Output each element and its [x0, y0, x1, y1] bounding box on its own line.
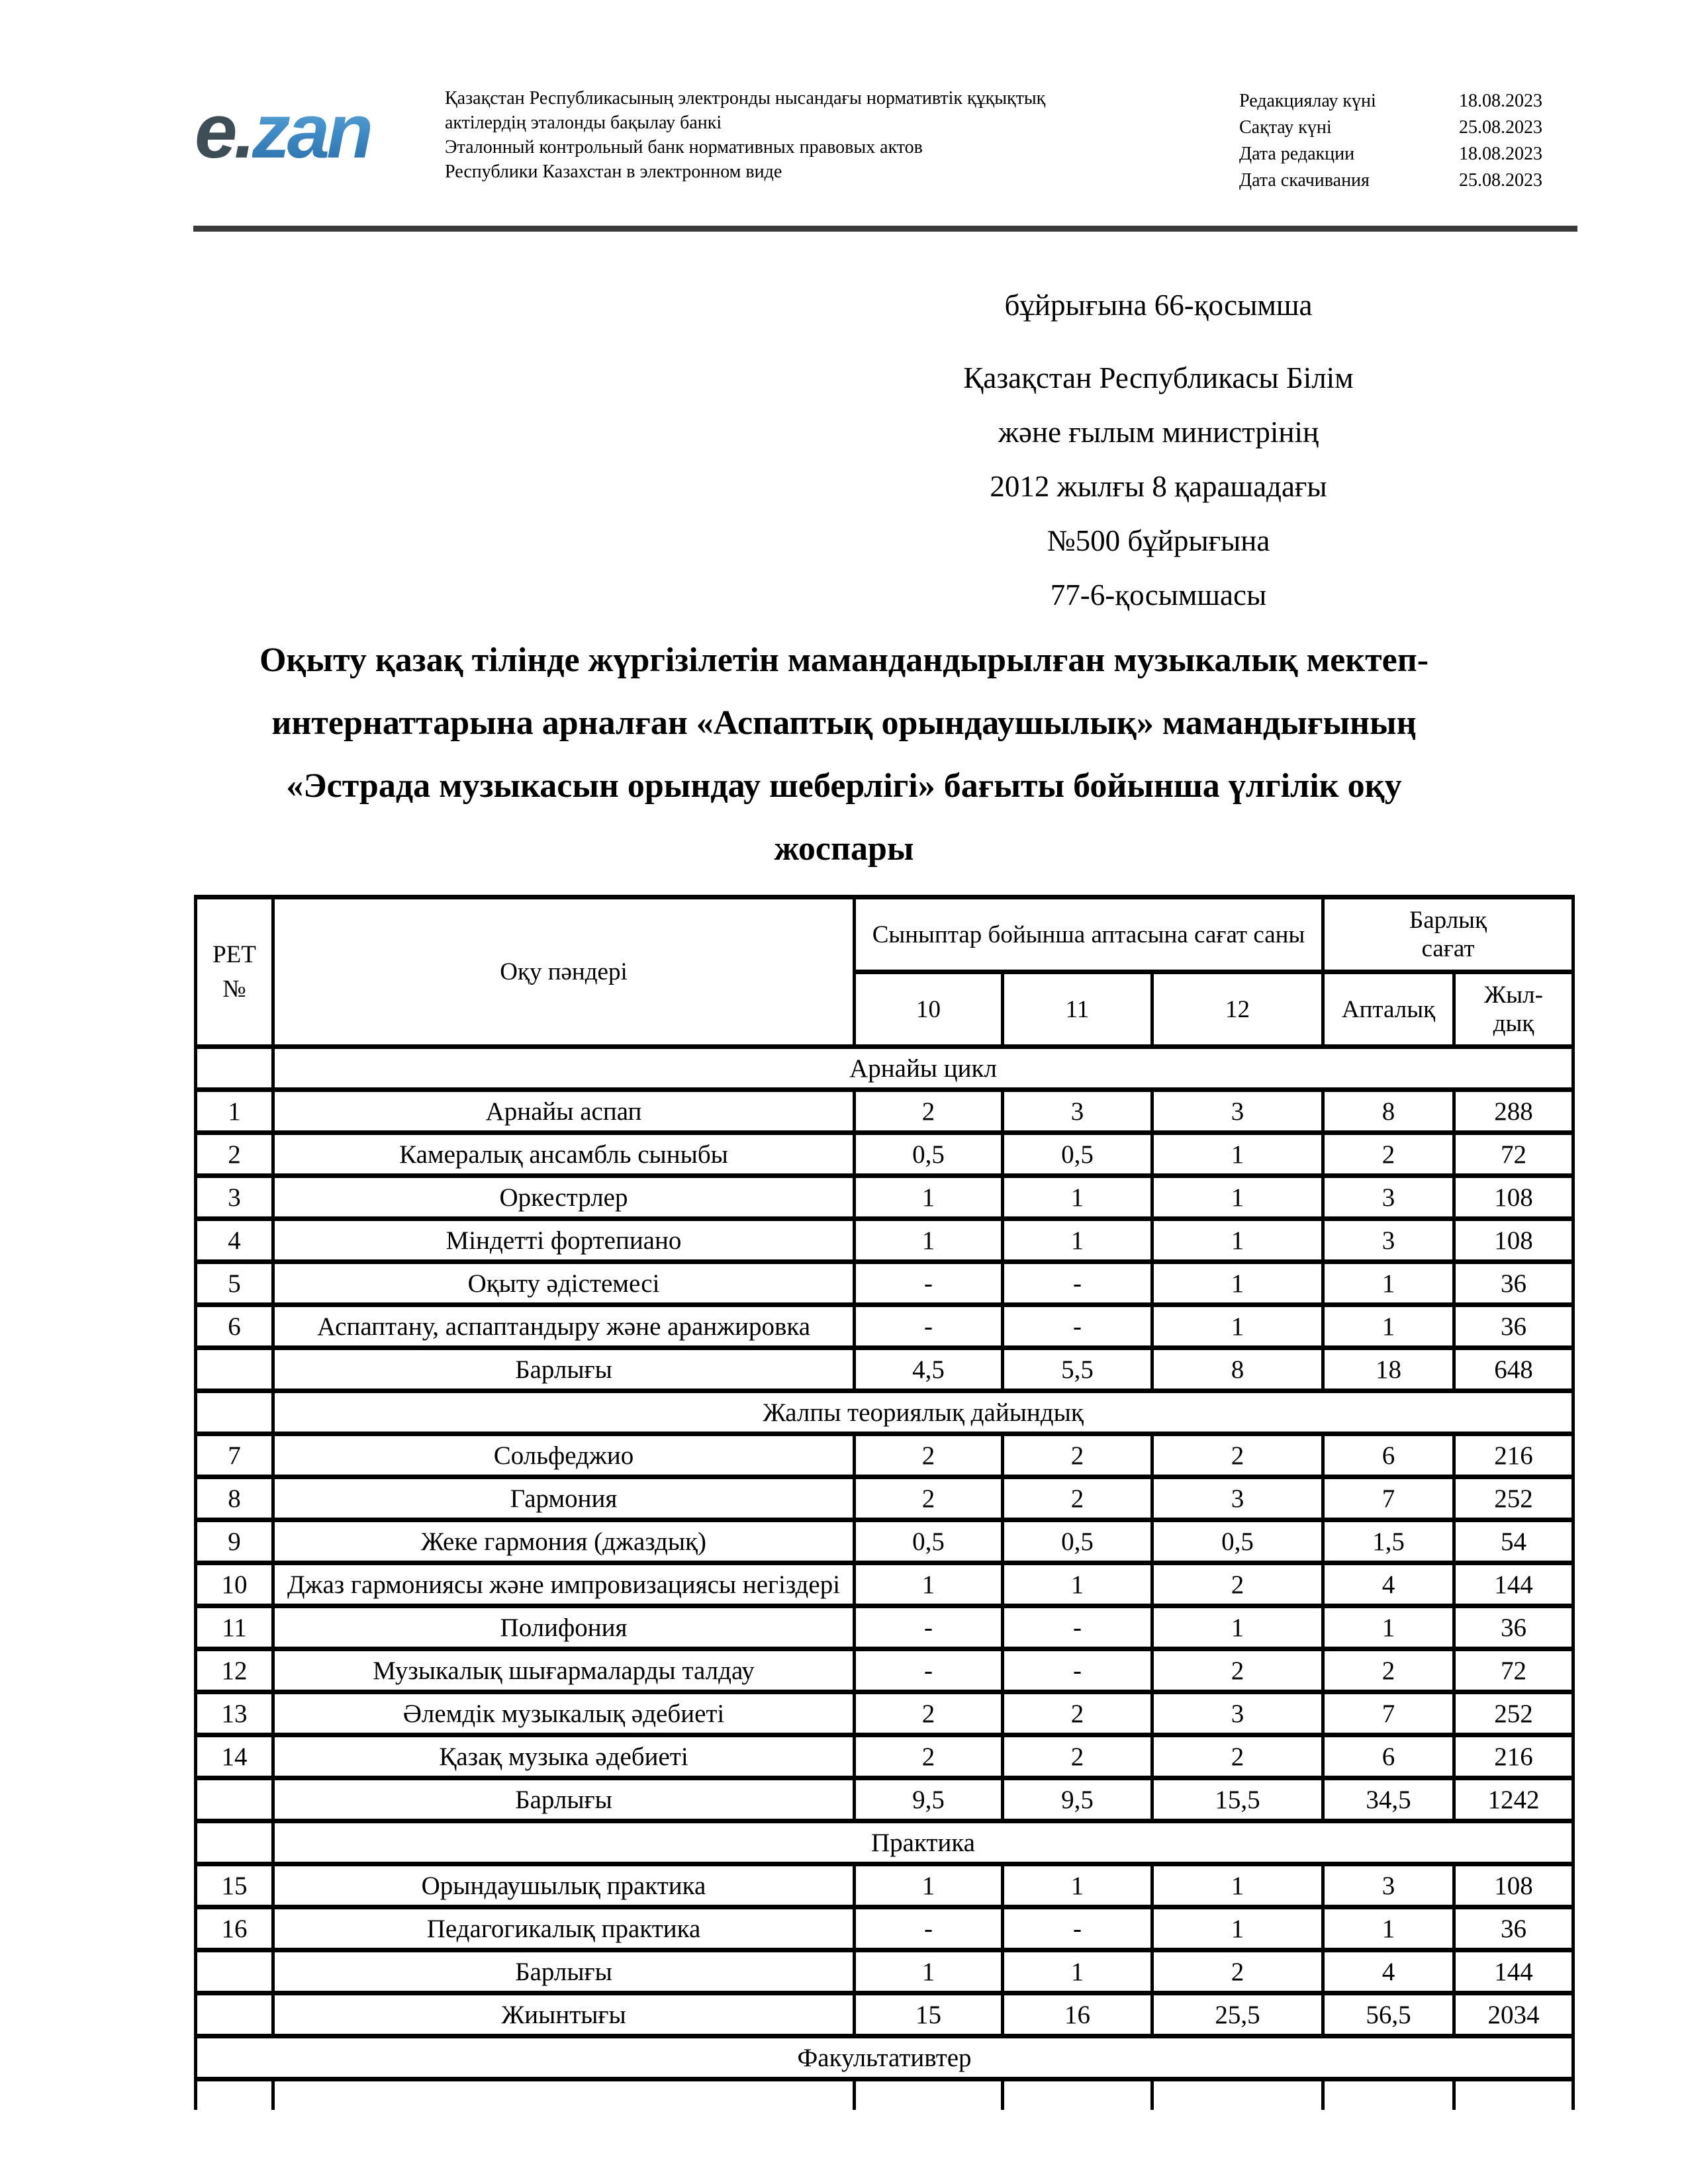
appendix-line: Қазақстан Республикасы Білім — [963, 361, 1354, 394]
col-grade11-cell: - — [1003, 1305, 1152, 1348]
col-grade10-cell: - — [855, 1305, 1003, 1348]
bank-description-line: актілердің эталонды бақылау банкі — [445, 113, 722, 133]
col-weekly-cell: 2 — [1323, 1649, 1454, 1692]
col-grade12-cell: 1 — [1152, 1219, 1323, 1262]
col-ret-cell — [196, 1778, 273, 1821]
col-grade12-cell: 2 — [1152, 1735, 1323, 1778]
document-title-line: жоспары — [774, 830, 914, 868]
header-total-line: сағат — [1421, 935, 1475, 962]
col-yearly-cell: 36 — [1454, 1606, 1573, 1649]
col-grade10-cell — [855, 2079, 1003, 2110]
header-subjects-cell: Оқу пәндері — [273, 897, 855, 1047]
col-grade11-cell: 1 — [1003, 1563, 1152, 1606]
col-yearly-cell: 216 — [1454, 1735, 1573, 1778]
col-ret-cell — [196, 1348, 273, 1391]
col-grade11-cell: 0,5 — [1003, 1133, 1152, 1176]
col-grade11-cell: 1 — [1003, 1950, 1152, 1993]
col-ret-cell: 2 — [196, 1133, 273, 1176]
col-subject-cell: Полифония — [273, 1606, 855, 1649]
col-grade11-cell: - — [1003, 1907, 1152, 1950]
appendix-line: және ғылым министрінің — [998, 416, 1319, 449]
col-ret-cell: 5 — [196, 1262, 273, 1305]
col-grade10-cell: - — [855, 1649, 1003, 1692]
col-grade12-cell: 2 — [1152, 1950, 1323, 1993]
col-yearly-cell: 144 — [1454, 1563, 1573, 1606]
col-subject-cell: Орындаушылық практика — [273, 1864, 855, 1907]
col-grade10-cell: 2 — [855, 1090, 1003, 1133]
col-yearly-cell: 108 — [1454, 1864, 1573, 1907]
date-value: 25.08.2023 — [1459, 170, 1542, 191]
col-subject-cell: Арнайы аспап — [273, 1090, 855, 1133]
header-total-group-cell — [1323, 897, 1573, 972]
col-weekly-cell: 3 — [1323, 1864, 1454, 1907]
appendix-line: №500 бұйрығына — [1047, 524, 1270, 557]
col-grade11-cell: - — [1003, 1649, 1152, 1692]
col-grade11-cell: 1 — [1003, 1176, 1152, 1219]
section-row — [196, 1821, 1573, 1864]
table-row — [196, 1950, 1573, 1993]
date-label: Дата редакции — [1239, 144, 1355, 164]
col-weekly-cell: 56,5 — [1323, 1993, 1454, 2036]
col-grade12-cell: 3 — [1152, 1090, 1323, 1133]
col-grade10-cell: 4,5 — [855, 1348, 1003, 1391]
table-row — [196, 1993, 1573, 2036]
col-grade11-cell: 2 — [1003, 1434, 1152, 1477]
total-label-cell: Барлығы — [273, 1778, 855, 1821]
col-grade12-cell: 1 — [1152, 1133, 1323, 1176]
date-value: 18.08.2023 — [1459, 91, 1542, 111]
header-grade-12-cell: 12 — [1152, 972, 1323, 1047]
col-ret-cell — [196, 1950, 273, 1993]
col-grade10-cell: 9,5 — [855, 1778, 1003, 1821]
table-row — [196, 1434, 1573, 1477]
header-grade-10-cell: 10 — [855, 972, 1003, 1047]
col-grade12-cell: 2 — [1152, 1434, 1323, 1477]
header-grade-11-cell: 11 — [1003, 972, 1152, 1047]
col-grade11-cell: 0,5 — [1003, 1520, 1152, 1563]
total-label-cell: Барлығы — [273, 1950, 855, 1993]
col-yearly-cell: 252 — [1454, 1477, 1573, 1520]
col-subject-cell: Педагогикалық практика — [273, 1907, 855, 1950]
total-label-cell: Жиынтығы — [273, 1993, 855, 2036]
table-row — [196, 1735, 1573, 1778]
table-row — [196, 1477, 1573, 1520]
document-dates — [1239, 88, 1611, 194]
col-ret-cell: 9 — [196, 1520, 273, 1563]
document-title — [132, 629, 1556, 880]
col-ret-cell — [196, 1047, 273, 1090]
col-grade11-cell: 2 — [1003, 1692, 1152, 1735]
col-grade11-cell: 1 — [1003, 1219, 1152, 1262]
col-grade10-cell: 15 — [855, 1993, 1003, 2036]
col-yearly-cell: 252 — [1454, 1692, 1573, 1735]
col-weekly-cell: 7 — [1323, 1692, 1454, 1735]
header-yearly-line: дық — [1493, 1010, 1534, 1037]
col-ret-cell: 4 — [196, 1219, 273, 1262]
col-grade10-cell: 2 — [855, 1434, 1003, 1477]
logo-zan-part: zan — [252, 88, 371, 174]
table-row — [196, 1219, 1573, 1262]
col-yearly-cell: 648 — [1454, 1348, 1573, 1391]
header-yearly-cell — [1454, 972, 1573, 1047]
bank-description-line: Эталонный контрольный банк нормативных правовых актов — [445, 137, 923, 158]
section-title-cell: Факультативтер — [196, 2036, 1573, 2079]
header-ret-line: РЕТ — [212, 940, 256, 968]
col-weekly-cell: 7 — [1323, 1477, 1454, 1520]
col-grade12-cell: 2 — [1152, 1649, 1323, 1692]
col-ret-cell: 16 — [196, 1907, 273, 1950]
col-subject-cell: Гармония — [273, 1477, 855, 1520]
col-weekly-cell: 6 — [1323, 1735, 1454, 1778]
col-grade12-cell: 8 — [1152, 1348, 1323, 1391]
col-grade10-cell: 2 — [855, 1477, 1003, 1520]
date-label: Дата скачивания — [1239, 170, 1370, 191]
date-value: 25.08.2023 — [1459, 117, 1542, 138]
header-ret-line: № — [222, 975, 246, 1003]
col-grade12-cell: 1 — [1152, 1305, 1323, 1348]
col-ret-cell: 3 — [196, 1176, 273, 1219]
col-yearly-cell: 288 — [1454, 1090, 1573, 1133]
col-yearly-cell: 72 — [1454, 1133, 1573, 1176]
col-grade11-cell: 2 — [1003, 1477, 1152, 1520]
document-title-line: Оқыту қазақ тілінде жүргізілетін мамандандырылған музыкалық мектеп- — [259, 641, 1429, 679]
col-subject-cell: Әлемдік музыкалық әдебиеті — [273, 1692, 855, 1735]
col-weekly-cell: 2 — [1323, 1133, 1454, 1176]
col-grade12-cell: 1 — [1152, 1176, 1323, 1219]
table-row — [196, 1692, 1573, 1735]
col-grade11-cell: - — [1003, 1606, 1152, 1649]
bank-description-line: Қазақстан Республикасының электронды нысандағы нормативтік құқықтық — [445, 88, 1046, 109]
col-weekly-cell: 1 — [1323, 1907, 1454, 1950]
col-grade12-cell: 15,5 — [1152, 1778, 1323, 1821]
col-grade11-cell: 1 — [1003, 1864, 1152, 1907]
col-grade12-cell: 25,5 — [1152, 1993, 1323, 2036]
col-weekly-cell: 4 — [1323, 1950, 1454, 1993]
col-subject-cell: Оркестрлер — [273, 1176, 855, 1219]
table-header-row-1 — [196, 897, 1573, 972]
header-ret-cell — [196, 897, 273, 1047]
col-weekly-cell: 8 — [1323, 1090, 1454, 1133]
col-grade10-cell: 1 — [855, 1864, 1003, 1907]
col-grade10-cell: 1 — [855, 1563, 1003, 1606]
col-grade10-cell: 0,5 — [855, 1520, 1003, 1563]
col-weekly-cell: 1 — [1323, 1606, 1454, 1649]
date-value: 18.08.2023 — [1459, 144, 1542, 164]
col-grade12-cell: 1 — [1152, 1262, 1323, 1305]
col-grade12-cell: 0,5 — [1152, 1520, 1323, 1563]
col-yearly-cell: 36 — [1454, 1907, 1573, 1950]
header-hours-group-cell: Сыныптар бойынша аптасына сағат саны — [855, 897, 1323, 972]
col-subject-cell: Оқыту әдістемесі — [273, 1262, 855, 1305]
col-yearly-cell: 36 — [1454, 1262, 1573, 1305]
col-weekly-cell: 18 — [1323, 1348, 1454, 1391]
section-row — [196, 1047, 1573, 1090]
appendix-line: 77-6-қосымшасы — [1050, 578, 1267, 612]
col-weekly-cell: 34,5 — [1323, 1778, 1454, 1821]
table-row — [196, 1520, 1573, 1563]
col-ret-cell: 15 — [196, 1864, 273, 1907]
section-title-cell: Арнайы цикл — [273, 1047, 1573, 1090]
col-ret-cell: 1 — [196, 1090, 273, 1133]
col-yearly-cell: 36 — [1454, 1305, 1573, 1348]
col-subject-cell: Сольфеджио — [273, 1434, 855, 1477]
document-title-line: интернаттарына арналған «Аспаптық орындаушылық» мамандығының — [271, 704, 1417, 742]
col-grade10-cell: 2 — [855, 1692, 1003, 1735]
table-row — [196, 1133, 1573, 1176]
col-weekly-cell: 3 — [1323, 1219, 1454, 1262]
col-grade12-cell: 3 — [1152, 1692, 1323, 1735]
col-grade10-cell: 2 — [855, 1735, 1003, 1778]
col-ret-cell: 14 — [196, 1735, 273, 1778]
table-row — [196, 1262, 1573, 1305]
header-divider-rule — [193, 226, 1577, 232]
col-grade11-cell: 5,5 — [1003, 1348, 1152, 1391]
col-subject-cell: Жеке гармония (джаздық) — [273, 1520, 855, 1563]
col-grade11-cell: 9,5 — [1003, 1778, 1152, 1821]
col-yearly-cell: 108 — [1454, 1176, 1573, 1219]
col-ret-cell — [196, 1391, 273, 1434]
col-grade10-cell: - — [855, 1262, 1003, 1305]
table-row — [196, 1348, 1573, 1391]
col-weekly-cell: 4 — [1323, 1563, 1454, 1606]
section-title-cell: Практика — [273, 1821, 1573, 1864]
col-yearly-cell: 54 — [1454, 1520, 1573, 1563]
col-yearly-cell — [1454, 2079, 1573, 2110]
appendix-line: бұйрығына 66-қосымша — [1004, 289, 1313, 322]
table-row — [196, 1907, 1573, 1950]
section-title-cell: Жалпы теориялық дайындық — [273, 1391, 1573, 1434]
total-label-cell: Барлығы — [273, 1348, 855, 1391]
col-grade12-cell — [1152, 2079, 1323, 2110]
col-subject-cell: Камералық ансамбль сыныбы — [273, 1133, 855, 1176]
col-yearly-cell: 2034 — [1454, 1993, 1573, 2036]
col-yearly-cell: 1242 — [1454, 1778, 1573, 1821]
col-grade10-cell: - — [855, 1606, 1003, 1649]
table-row — [196, 1090, 1573, 1133]
table-row — [196, 1176, 1573, 1219]
col-ret-cell: 8 — [196, 1477, 273, 1520]
col-weekly-cell: 3 — [1323, 1176, 1454, 1219]
col-grade12-cell: 3 — [1152, 1477, 1323, 1520]
col-grade11-cell: 16 — [1003, 1993, 1152, 2036]
col-grade12-cell: 1 — [1152, 1864, 1323, 1907]
col-subject-cell: Аспаптану, аспаптандыру және аранжировка — [273, 1305, 855, 1348]
logo-e-part: e. — [195, 88, 252, 174]
col-grade10-cell: 0,5 — [855, 1133, 1003, 1176]
col-grade10-cell: - — [855, 1907, 1003, 1950]
col-ret-cell: 12 — [196, 1649, 273, 1692]
col-ret-cell: 6 — [196, 1305, 273, 1348]
col-weekly-cell — [1323, 2079, 1454, 2110]
header-yearly-line: Жыл- — [1484, 981, 1543, 1009]
appendix-line: 2012 жылғы 8 қарашадағы — [990, 470, 1327, 503]
col-subject-cell — [273, 2079, 855, 2110]
col-subject-cell: Джаз гармониясы және импровизациясы негіздері — [273, 1563, 855, 1606]
col-weekly-cell: 1 — [1323, 1305, 1454, 1348]
col-grade12-cell: 2 — [1152, 1563, 1323, 1606]
col-yearly-cell: 108 — [1454, 1219, 1573, 1262]
partial-row — [196, 2079, 1573, 2110]
col-grade11-cell: 2 — [1003, 1735, 1152, 1778]
bank-description — [445, 86, 1226, 184]
table-row — [196, 1606, 1573, 1649]
col-subject-cell: Қазақ музыка әдебиеті — [273, 1735, 855, 1778]
col-grade10-cell: 1 — [855, 1176, 1003, 1219]
col-weekly-cell: 6 — [1323, 1434, 1454, 1477]
col-grade11-cell — [1003, 2079, 1152, 2110]
col-ret-cell — [196, 1993, 273, 2036]
table-row — [196, 1778, 1573, 1821]
table-row — [196, 1649, 1573, 1692]
date-label: Редакциялау күні — [1239, 91, 1376, 111]
curriculum-table — [194, 895, 1575, 2110]
col-grade10-cell: 1 — [855, 1219, 1003, 1262]
col-yearly-cell: 72 — [1454, 1649, 1573, 1692]
document-title-line: «Эстрада музыкасын орындау шеберлігі» бағыты бойынша үлгілік оқу — [286, 767, 1402, 805]
col-subject-cell: Міндетті фортепиано — [273, 1219, 855, 1262]
header-total-line: Барлық — [1409, 907, 1487, 934]
col-yearly-cell: 144 — [1454, 1950, 1573, 1993]
col-grade11-cell: - — [1003, 1262, 1152, 1305]
appendix-reference — [695, 278, 1622, 622]
section-row — [196, 2036, 1573, 2079]
col-grade10-cell: 1 — [855, 1950, 1003, 1993]
col-grade12-cell: 1 — [1152, 1907, 1323, 1950]
bank-description-line: Республики Казахстан в электронном виде — [445, 161, 782, 182]
col-ret-cell — [196, 2079, 273, 2110]
header-weekly-cell: Апталық — [1323, 972, 1454, 1047]
table-row — [196, 1563, 1573, 1606]
col-ret-cell: 13 — [196, 1692, 273, 1735]
col-yearly-cell: 216 — [1454, 1434, 1573, 1477]
col-ret-cell: 11 — [196, 1606, 273, 1649]
col-ret-cell: 7 — [196, 1434, 273, 1477]
col-subject-cell: Музыкалық шығармаларды талдау — [273, 1649, 855, 1692]
col-weekly-cell: 1,5 — [1323, 1520, 1454, 1563]
col-grade12-cell: 1 — [1152, 1606, 1323, 1649]
table-row — [196, 1864, 1573, 1907]
col-ret-cell — [196, 1821, 273, 1864]
table-row — [196, 1305, 1573, 1348]
col-ret-cell: 10 — [196, 1563, 273, 1606]
section-row — [196, 1391, 1573, 1434]
date-label: Сақтау күні — [1239, 117, 1332, 138]
col-grade11-cell: 3 — [1003, 1090, 1152, 1133]
ezan-logo — [195, 88, 393, 174]
col-weekly-cell: 1 — [1323, 1262, 1454, 1305]
